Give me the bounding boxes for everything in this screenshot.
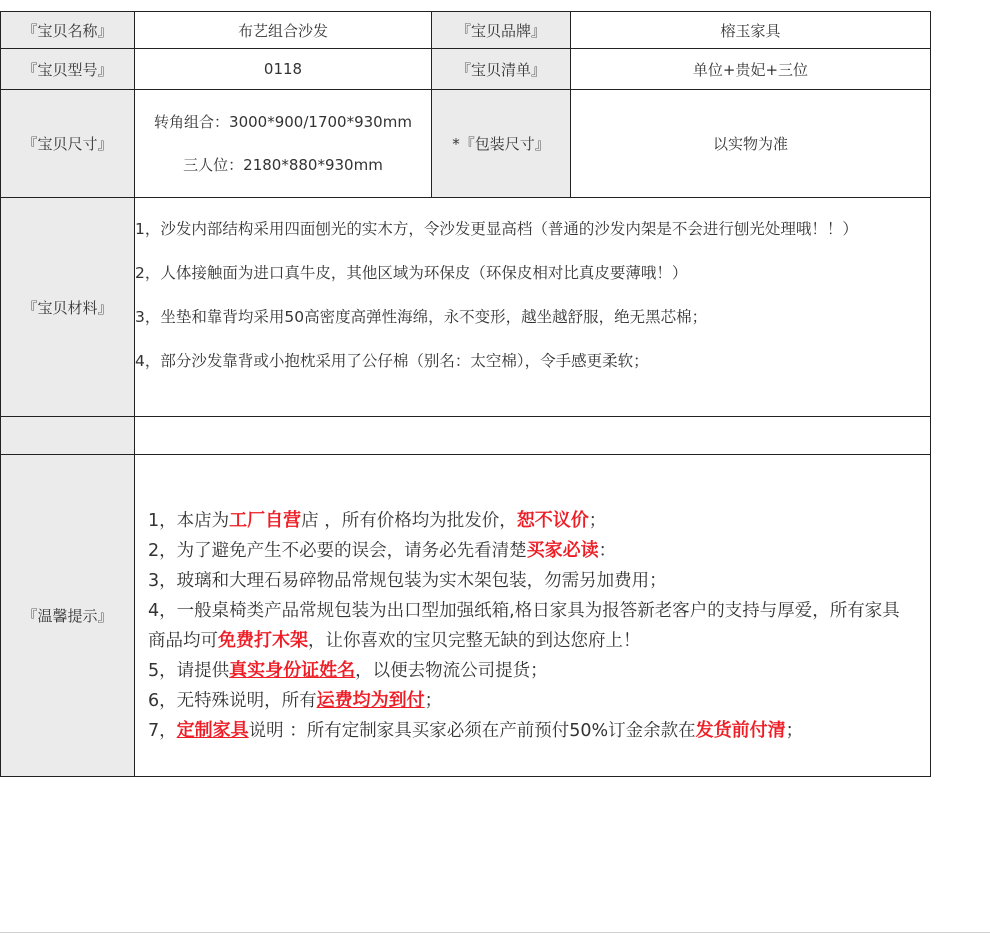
tip-item-5: 5，请提供真实身份证姓名，以便去物流公司提货；	[148, 660, 548, 681]
label-product-model: 『宝贝型号』	[1, 49, 135, 90]
value-product-brand: 榕玉家具	[571, 12, 931, 49]
highlight-custom-furniture: 定制家具	[176, 720, 249, 741]
tip-item-7: 7，定制家具说明 ：所有定制家具买家必须在产前预付50%订金余款在发货前付清；	[148, 720, 804, 741]
value-empty	[135, 417, 931, 455]
value-product-model: 0118	[135, 49, 432, 90]
highlight-factory-direct: 工厂自营	[229, 510, 302, 531]
row-tips	[1, 455, 931, 777]
tip-item-6: 6，无特殊说明，所有运费均为到付；	[148, 690, 443, 711]
label-product-list: 『宝贝清单』	[432, 49, 571, 90]
row-name-brand	[1, 12, 931, 49]
label-product-material: 『宝贝材料』	[1, 198, 135, 417]
value-product-size	[135, 90, 432, 198]
label-product-size: 『宝贝尺寸』	[1, 90, 135, 198]
size-corner-combo: 转角组合：3000*900/1700*930mm	[154, 112, 412, 131]
material-item: 2，人体接触面为进口真牛皮，其他区域为环保皮（环保皮相对比真皮要薄哦！）	[135, 264, 688, 282]
tips-list	[135, 455, 930, 754]
row-material	[1, 198, 931, 417]
material-item: 4，部分沙发靠背或小抱枕采用了公仔棉（别名：太空棉），令手感更柔软；	[135, 352, 649, 370]
highlight-real-id-name: 真实身份证姓名	[229, 660, 356, 681]
highlight-freight-collect: 运费均为到付	[316, 690, 425, 711]
value-package-size: 以实物为准	[571, 90, 931, 198]
highlight-no-bargain: 恕不议价	[516, 510, 589, 531]
label-package-size: *『包装尺寸』	[432, 90, 571, 198]
tip-item-4: 4，一般桌椅类产品常规包装为出口型加强纸箱,格日家具为报答新老客户的支持与厚爱，所有家具商品均可免费打木架，让你喜欢的宝贝完整无缺的到达您府上！	[148, 601, 900, 651]
tip-item-3: 3，玻璃和大理石易碎物品常规包装为实木架包装，勿需另加费用；	[148, 571, 667, 591]
material-item: 3，坐垫和靠背均采用50高密度高弹性海绵，永不变形，越坐越舒服，绝无黑芯棉；	[135, 308, 708, 326]
value-product-material	[135, 198, 931, 417]
tip-item-2: 2，为了避免产生不必要的误会，请务必先看清楚买家必读：	[148, 540, 617, 561]
highlight-buyer-must-read: 买家必读	[526, 540, 599, 561]
label-tips: 『温馨提示』	[1, 455, 135, 777]
label-empty	[1, 417, 135, 455]
material-item: 1，沙发内部结构采用四面刨光的实木方，令沙发更显高档（普通的沙发内架是不会进行刨光处理哦！！）	[135, 220, 858, 238]
value-product-name: 布艺组合沙发	[135, 12, 432, 49]
row-empty	[1, 417, 931, 455]
tip-item-1: 1，本店为工厂自营店 ，所有价格均为批发价，恕不议价；	[148, 510, 607, 531]
label-product-name: 『宝贝名称』	[1, 12, 135, 49]
product-spec-table	[0, 11, 931, 777]
label-product-brand: 『宝贝品牌』	[432, 12, 571, 49]
page-divider	[0, 932, 990, 933]
highlight-free-wood-frame: 免费打木架	[218, 630, 308, 651]
highlight-pay-before-ship: 发货前付清	[695, 720, 786, 741]
value-tips	[135, 455, 931, 777]
size-three-seat: 三人位：2180*880*930mm	[183, 155, 383, 174]
value-product-list: 单位+贵妃+三位	[571, 49, 931, 90]
row-size-package	[1, 90, 931, 198]
row-model-list	[1, 49, 931, 90]
